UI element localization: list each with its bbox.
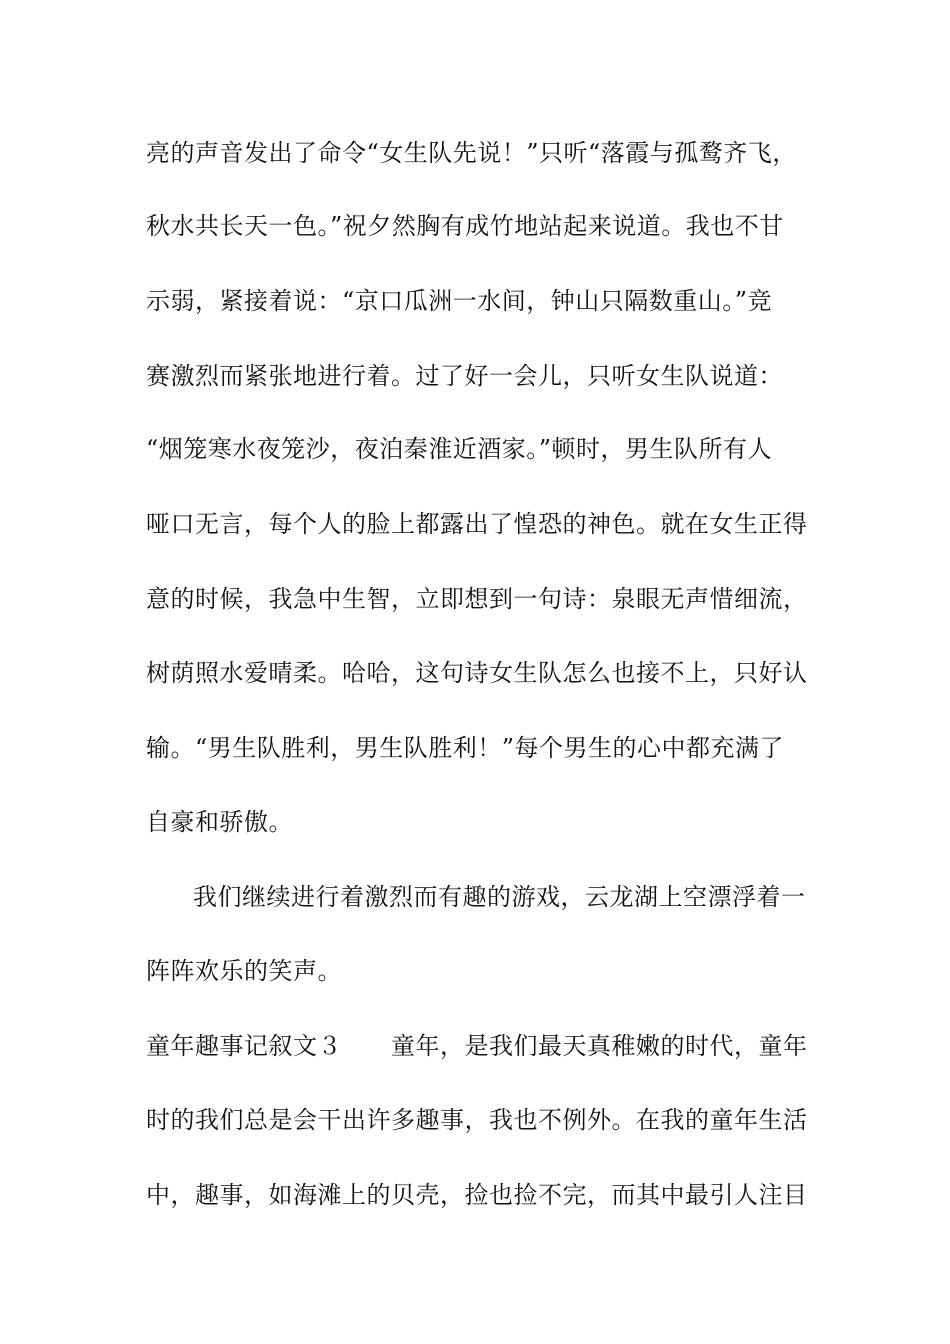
paragraph-line: 赛激烈而紧张地进行着。过了好一会儿，只听女生队说道： (146, 362, 783, 390)
paragraph-line: 自豪和骄傲。 (146, 808, 293, 836)
paragraph-line: 树荫照水爱晴柔。哈哈，这句诗女生队怎么也接不上，只好认 (146, 659, 808, 687)
paragraph-line: 哑口无言，每个人的脸上都露出了惶恐的神色。就在女生正得 (146, 510, 808, 538)
section-heading-line: 童年趣事记叙文３ 童年，是我们最天真稚嫩的时代，童年 (146, 1032, 808, 1060)
paragraph-line: 意的时候，我急中生智，立即想到一句诗：泉眼无声惜细流， (146, 585, 808, 613)
paragraph-line: 亮的声音发出了命令“女生队先说！”只听“落霞与孤鹜齐飞， (146, 139, 797, 167)
paragraph-line: 我们继续进行着激烈而有趣的游戏，云龙湖上空漂浮着一 (193, 883, 806, 911)
paragraph-line: 中，趣事，如海滩上的贝壳，捡也捡不完，而其中最引人注目 (146, 1181, 808, 1209)
paragraph-line: 时的我们总是会干出许多趣事，我也不例外。在我的童年生活 (146, 1106, 808, 1134)
paragraph-line: 示弱，紧接着说：“京口瓜洲一水间，钟山只隔数重山。”竞 (146, 287, 773, 315)
paragraph-line: “烟笼寒水夜笼沙，夜泊秦淮近酒家。”顿时，男生队所有人 (146, 435, 773, 463)
paragraph-line: 阵阵欢乐的笑声。 (146, 957, 342, 985)
paragraph-line: 输。“男生队胜利，男生队胜利！”每个男生的心中都充满了 (146, 734, 785, 762)
paragraph-line: 秋水共长天一色。”祝夕然胸有成竹地站起来说道。我也不甘 (146, 212, 784, 240)
